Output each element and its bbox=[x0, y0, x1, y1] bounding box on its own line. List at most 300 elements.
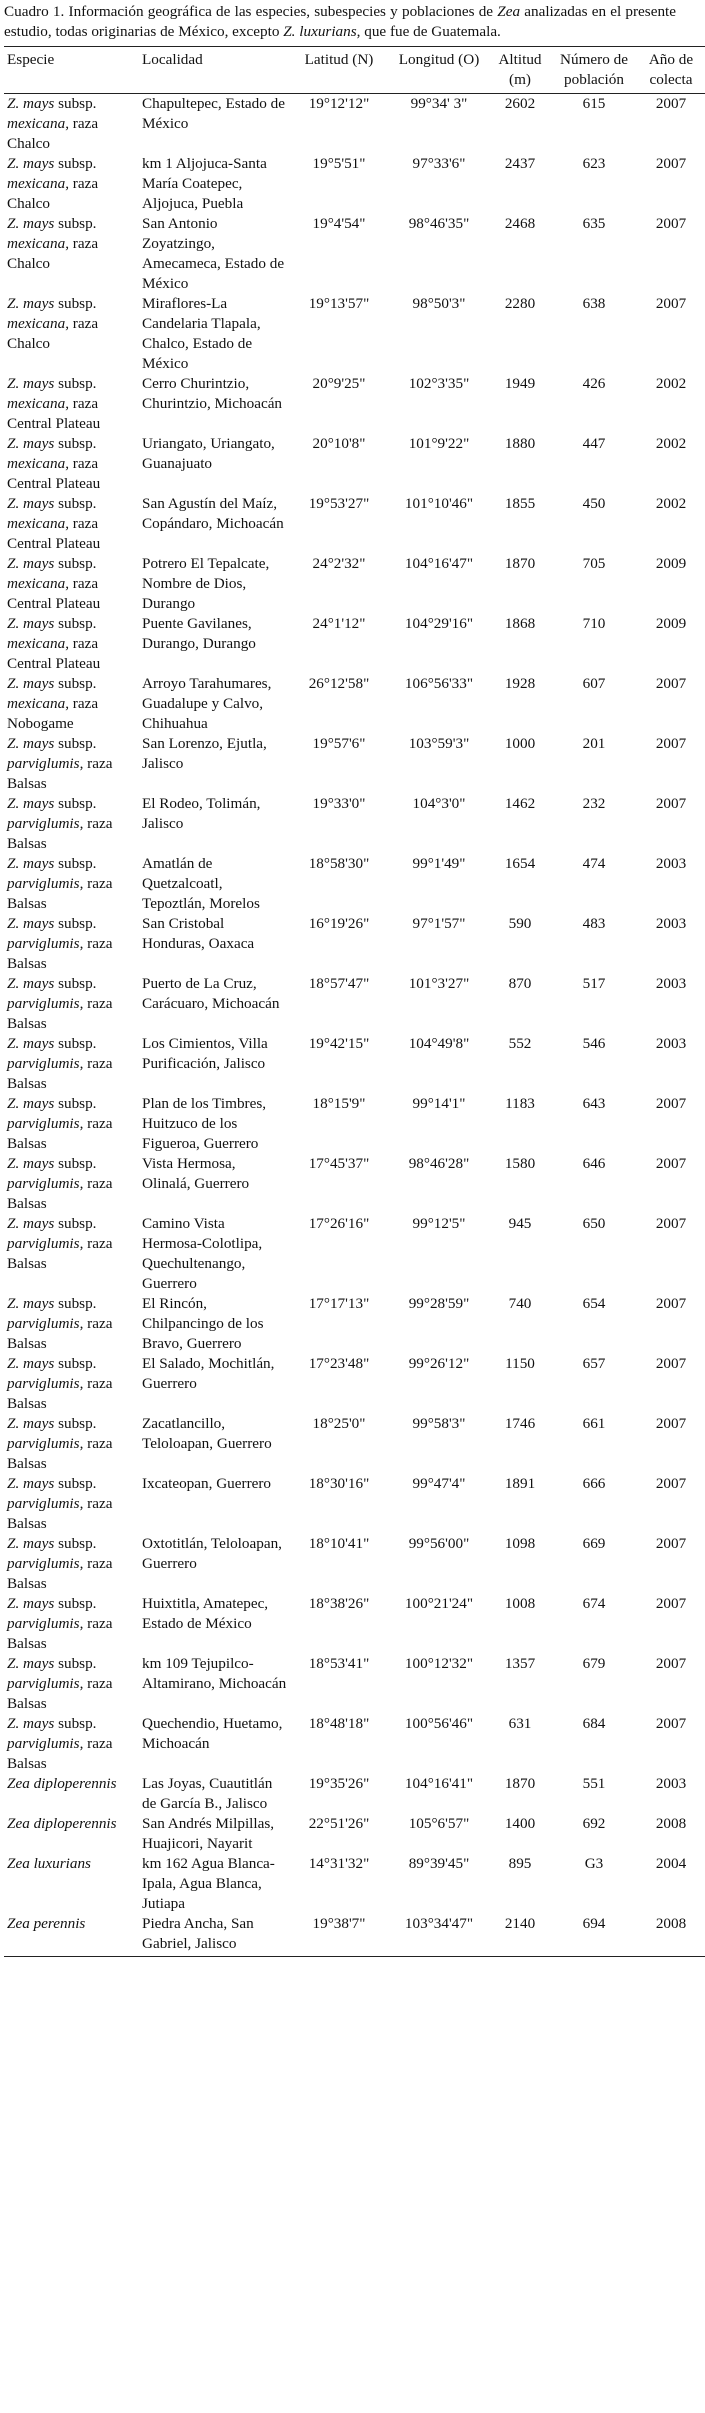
cell-ano: 2007 bbox=[655, 1295, 687, 1312]
cell-poblacion: 635 bbox=[582, 215, 606, 232]
table-row bbox=[4, 734, 705, 794]
species-name-italic: parviglumis bbox=[7, 1375, 80, 1392]
cell-longitud: 101°9'22" bbox=[408, 435, 470, 452]
species-name-italic: parviglumis bbox=[7, 1555, 80, 1572]
cell-longitud: 98°46'35" bbox=[408, 215, 470, 232]
table-caption bbox=[4, 2, 676, 42]
species-name-text: subsp. bbox=[54, 735, 97, 752]
species-name-italic: Z. mays bbox=[7, 215, 55, 232]
cell-longitud: 100°21'24" bbox=[404, 1595, 474, 1612]
cell-longitud: 99°12'5" bbox=[412, 1215, 466, 1232]
species-name-italic: Z. mays bbox=[7, 1535, 55, 1552]
cell-poblacion: 546 bbox=[582, 1035, 606, 1052]
species-name-text: , raza Nobogame bbox=[7, 695, 99, 732]
cell-poblacion: 666 bbox=[582, 1475, 606, 1492]
cell-altitud: 1008 bbox=[504, 1595, 536, 1612]
species-name-italic: Z. mays bbox=[7, 1655, 55, 1672]
cell-longitud: 105°6'57" bbox=[408, 1815, 470, 1832]
species-name-italic: parviglumis bbox=[7, 935, 80, 952]
table-row bbox=[4, 1774, 705, 1814]
cell-altitud: 1183 bbox=[505, 1095, 535, 1112]
cell-poblacion: 679 bbox=[582, 1655, 606, 1672]
data-table bbox=[4, 46, 705, 1957]
species-name-italic: Z. mays bbox=[7, 95, 55, 112]
cell-latitud: 26°12'58" bbox=[308, 675, 370, 692]
cell-localidad: Las Joyas, Cuautitlán de García B., Jalisco bbox=[142, 1775, 273, 1812]
cell-longitud: 99°28'59" bbox=[408, 1295, 470, 1312]
species-name-text: , raza Balsas bbox=[7, 1175, 113, 1212]
species-name-text: subsp. bbox=[54, 1655, 97, 1672]
table-row bbox=[4, 974, 705, 1034]
species-name-italic: parviglumis bbox=[7, 1235, 80, 1252]
species-name-italic: Z. mays bbox=[7, 1035, 55, 1052]
table-row bbox=[4, 674, 705, 734]
species-name-text: , raza Balsas bbox=[7, 1675, 113, 1712]
cell-localidad: Amatlán de Quetzalcoatl, Tepoztlán, Morelos bbox=[142, 855, 260, 912]
cell-poblacion: 710 bbox=[582, 615, 606, 632]
cell-altitud: 631 bbox=[508, 1715, 532, 1732]
species-name-italic: Z. mays bbox=[7, 1415, 55, 1432]
cell-ano: 2008 bbox=[655, 1815, 687, 1832]
cell-especie bbox=[4, 214, 136, 294]
cell-latitud: 18°58'30" bbox=[308, 855, 370, 872]
species-name-text: , raza Balsas bbox=[7, 815, 113, 852]
species-name-italic: parviglumis bbox=[7, 815, 80, 832]
species-name-text: , raza Balsas bbox=[7, 1315, 113, 1352]
cell-ano: 2002 bbox=[655, 375, 687, 392]
table-header-row bbox=[4, 47, 705, 94]
cell-especie bbox=[4, 614, 136, 674]
cell-ano: 2007 bbox=[655, 1415, 687, 1432]
header-longitud: Longitud (O) bbox=[389, 47, 489, 94]
table-row bbox=[4, 1214, 705, 1294]
cell-especie bbox=[4, 434, 136, 494]
cell-poblacion: 483 bbox=[582, 915, 606, 932]
cell-longitud: 99°26'12" bbox=[408, 1355, 470, 1372]
cell-ano: 2002 bbox=[655, 435, 687, 452]
cell-altitud: 2140 bbox=[489, 1914, 551, 1957]
cell-localidad: Uriangato, Uriangato, Guanajuato bbox=[142, 435, 275, 472]
cell-ano: 2003 bbox=[655, 1775, 687, 1792]
cell-localidad: km 162 Agua Blanca-Ipala, Agua Blanca, Jutiapa bbox=[142, 1855, 275, 1912]
species-name-italic: Zea diploperennis bbox=[7, 1815, 117, 1832]
cell-altitud: 1150 bbox=[505, 1355, 535, 1372]
cell-especie bbox=[4, 1654, 136, 1714]
cell-ano: 2007 bbox=[655, 1155, 687, 1172]
caption-text: , que fue de Guatemala. bbox=[356, 23, 501, 40]
cell-latitud: 19°57'6" bbox=[312, 735, 366, 752]
cell-especie bbox=[4, 1854, 136, 1914]
cell-especie bbox=[4, 734, 136, 794]
cell-altitud: 552 bbox=[508, 1035, 532, 1052]
cell-localidad: El Rodeo, Tolimán, Jalisco bbox=[142, 795, 261, 832]
cell-latitud: 19°35'26" bbox=[308, 1775, 370, 1792]
cell-localidad: San Agustín del Maíz, Copándaro, Michoacán bbox=[142, 495, 284, 532]
cell-especie bbox=[4, 674, 136, 734]
species-name-italic: mexicana bbox=[7, 635, 66, 652]
species-name-text: subsp. bbox=[54, 1535, 97, 1552]
table-body bbox=[4, 94, 705, 1957]
cell-ano: 2009 bbox=[655, 615, 687, 632]
caption-text: Cuadro 1. Información geográfica de las especies, subespecies y poblaciones de bbox=[4, 3, 498, 20]
cell-especie bbox=[4, 1294, 136, 1354]
cell-localidad: Vista Hermosa, Olinalá, Guerrero bbox=[142, 1155, 250, 1192]
table-row bbox=[4, 1534, 705, 1594]
cell-localidad: Chapultepec, Estado de México bbox=[142, 95, 285, 132]
species-name-text: subsp. bbox=[54, 295, 97, 312]
species-name-text: , raza Balsas bbox=[7, 1495, 113, 1532]
cell-latitud: 19°33'0" bbox=[312, 795, 366, 812]
species-name-text: subsp. bbox=[54, 1215, 97, 1232]
species-name-italic: parviglumis bbox=[7, 1115, 80, 1132]
cell-ano: 2003 bbox=[655, 1035, 687, 1052]
cell-poblacion: 650 bbox=[582, 1215, 606, 1232]
cell-poblacion: 674 bbox=[582, 1595, 606, 1612]
cell-poblacion: 694 bbox=[551, 1914, 637, 1957]
cell-longitud: 99°34' 3" bbox=[410, 95, 468, 112]
cell-altitud: 2602 bbox=[504, 95, 536, 112]
cell-latitud: 20°10'8" bbox=[312, 435, 366, 452]
species-name-italic: Z. mays bbox=[7, 1095, 55, 1112]
species-name-text: subsp. bbox=[54, 1095, 97, 1112]
cell-poblacion: 426 bbox=[582, 375, 606, 392]
cell-localidad: Piedra Ancha, San Gabriel, Jalisco bbox=[136, 1914, 289, 1957]
cell-especie bbox=[4, 1594, 136, 1654]
header-latitud: Latitud (N) bbox=[289, 47, 389, 94]
cell-poblacion: 517 bbox=[582, 975, 606, 992]
cell-poblacion: 654 bbox=[582, 1295, 606, 1312]
table-row bbox=[4, 1094, 705, 1154]
species-name-italic: mexicana bbox=[7, 515, 66, 532]
cell-especie bbox=[4, 1534, 136, 1594]
species-name-text: subsp. bbox=[54, 215, 97, 232]
species-name-text: , raza Balsas bbox=[7, 935, 113, 972]
cell-especie bbox=[4, 794, 136, 854]
table-row bbox=[4, 374, 705, 434]
cell-poblacion: 638 bbox=[582, 295, 606, 312]
cell-altitud: 870 bbox=[508, 975, 532, 992]
species-name-text: , raza Balsas bbox=[7, 1055, 113, 1092]
species-name-italic: mexicana bbox=[7, 695, 66, 712]
cell-altitud: 1654 bbox=[504, 855, 536, 872]
cell-altitud: 2280 bbox=[504, 295, 536, 312]
cell-localidad: San Andrés Milpillas, Huajicori, Nayarit bbox=[142, 1815, 275, 1852]
cell-altitud: 1870 bbox=[504, 555, 536, 572]
cell-localidad: San Lorenzo, Ejutla, Jalisco bbox=[142, 735, 267, 772]
species-name-text: subsp. bbox=[54, 1715, 97, 1732]
species-name-text: subsp. bbox=[54, 1415, 97, 1432]
table-row bbox=[4, 214, 705, 294]
table-row bbox=[4, 1914, 705, 1957]
species-name-italic: Z. mays bbox=[7, 295, 55, 312]
species-name-italic: mexicana bbox=[7, 175, 66, 192]
cell-latitud: 24°2'32" bbox=[312, 555, 366, 572]
cell-especie bbox=[4, 1474, 136, 1534]
species-name-text: , raza Chalco bbox=[7, 115, 99, 152]
cell-poblacion: 661 bbox=[582, 1415, 606, 1432]
cell-latitud: 19°42'15" bbox=[308, 1035, 370, 1052]
species-name-italic: Z. mays bbox=[7, 975, 55, 992]
species-name-italic: Z. mays bbox=[7, 435, 55, 452]
cell-localidad: km 109 Tejupilco-Altamirano, Michoacán bbox=[142, 1655, 287, 1692]
cell-longitud: 104°16'47" bbox=[404, 555, 474, 572]
cell-poblacion: 615 bbox=[582, 95, 606, 112]
cell-ano: 2002 bbox=[655, 495, 687, 512]
cell-ano: 2003 bbox=[655, 855, 687, 872]
cell-altitud: 1880 bbox=[504, 435, 536, 452]
species-name-text: subsp. bbox=[54, 435, 97, 452]
cell-poblacion: 692 bbox=[582, 1815, 606, 1832]
species-name-text: subsp. bbox=[54, 615, 97, 632]
cell-altitud: 1855 bbox=[504, 495, 536, 512]
species-name-italic: Z. mays bbox=[7, 675, 55, 692]
species-name-italic: Zea perennis bbox=[7, 1915, 86, 1932]
cell-ano: 2003 bbox=[655, 915, 687, 932]
table-row bbox=[4, 1814, 705, 1854]
header-ano: Año de colecta bbox=[637, 47, 705, 94]
cell-longitud: 101°10'46" bbox=[404, 495, 474, 512]
cell-altitud: 2437 bbox=[504, 155, 536, 172]
cell-especie bbox=[4, 1774, 136, 1814]
cell-localidad: Plan de los Timbres, Huitzuco de los Figueroa, Guerrero bbox=[142, 1095, 267, 1152]
cell-ano: 2007 bbox=[655, 1655, 687, 1672]
cell-longitud: 98°50'3" bbox=[412, 295, 466, 312]
header-altitud: Altitud (m) bbox=[489, 47, 551, 94]
cell-localidad: Arroyo Tarahumares, Guadalupe y Calvo, Chihuahua bbox=[142, 675, 272, 732]
species-name-italic: Z. mays bbox=[7, 735, 55, 752]
species-name-text: subsp. bbox=[54, 1155, 97, 1172]
header-poblacion: Número de población bbox=[551, 47, 637, 94]
species-name-italic: parviglumis bbox=[7, 875, 80, 892]
cell-longitud: 106°56'33" bbox=[404, 675, 474, 692]
species-name-text: , raza Central Plateau bbox=[7, 575, 101, 612]
species-name-text: , raza Chalco bbox=[7, 175, 99, 212]
cell-ano: 2007 bbox=[655, 1095, 687, 1112]
species-name-text: subsp. bbox=[54, 95, 97, 112]
table-row bbox=[4, 794, 705, 854]
caption-species: Z. luxurians bbox=[283, 23, 357, 40]
species-name-italic: parviglumis bbox=[7, 755, 80, 772]
species-name-text: , raza Balsas bbox=[7, 995, 113, 1032]
cell-altitud: 1580 bbox=[504, 1155, 536, 1172]
cell-especie bbox=[4, 854, 136, 914]
cell-localidad: Miraflores-La Candelaria Tlapala, Chalco, Estado de México bbox=[142, 295, 261, 372]
cell-longitud: 99°1'49" bbox=[412, 855, 466, 872]
table-row bbox=[4, 294, 705, 374]
cell-longitud: 104°3'0" bbox=[412, 795, 466, 812]
species-name-italic: Z. mays bbox=[7, 615, 55, 632]
species-name-text: subsp. bbox=[54, 1475, 97, 1492]
species-name-italic: mexicana bbox=[7, 235, 66, 252]
species-name-text: subsp. bbox=[54, 675, 97, 692]
cell-altitud: 1868 bbox=[504, 615, 536, 632]
cell-longitud: 97°33'6" bbox=[412, 155, 466, 172]
species-name-text: , raza Balsas bbox=[7, 755, 113, 792]
cell-especie bbox=[4, 974, 136, 1034]
cell-especie bbox=[4, 914, 136, 974]
species-name-italic: Z. mays bbox=[7, 155, 55, 172]
species-name-text: , raza Balsas bbox=[7, 1115, 113, 1152]
cell-ano: 2007 bbox=[655, 675, 687, 692]
cell-longitud: 98°46'28" bbox=[408, 1155, 470, 1172]
cell-ano: 2007 bbox=[655, 215, 687, 232]
cell-latitud: 19°53'27" bbox=[308, 495, 370, 512]
species-name-italic: parviglumis bbox=[7, 1735, 80, 1752]
cell-localidad: Oxtotitlán, Teloloapan, Guerrero bbox=[142, 1535, 282, 1572]
cell-altitud: 1462 bbox=[504, 795, 536, 812]
cell-especie bbox=[4, 1714, 136, 1774]
cell-latitud: 14°31'32" bbox=[308, 1855, 370, 1872]
cell-latitud: 19°4'54" bbox=[312, 215, 366, 232]
cell-altitud: 1400 bbox=[504, 1815, 536, 1832]
cell-ano: 2007 bbox=[655, 1595, 687, 1612]
cell-longitud: 89°39'45" bbox=[408, 1855, 470, 1872]
species-name-italic: mexicana bbox=[7, 395, 66, 412]
caption-genus: Zea bbox=[497, 3, 521, 20]
cell-especie bbox=[4, 1354, 136, 1414]
species-name-text: , raza Balsas bbox=[7, 1555, 113, 1592]
cell-poblacion: 657 bbox=[582, 1355, 606, 1372]
cell-latitud: 16°19'26" bbox=[308, 915, 370, 932]
cell-longitud: 103°34'47" bbox=[389, 1914, 489, 1957]
cell-latitud: 17°17'13" bbox=[308, 1295, 370, 1312]
cell-latitud: 18°25'0" bbox=[312, 1415, 366, 1432]
cell-especie bbox=[4, 1814, 136, 1854]
cell-latitud: 24°1'12" bbox=[312, 615, 366, 632]
cell-especie bbox=[4, 1094, 136, 1154]
table-row bbox=[4, 434, 705, 494]
species-name-italic: mexicana bbox=[7, 315, 66, 332]
cell-latitud: 19°38'7" bbox=[289, 1914, 389, 1957]
cell-longitud: 100°12'32" bbox=[404, 1655, 474, 1672]
species-name-italic: Z. mays bbox=[7, 1215, 55, 1232]
cell-altitud: 590 bbox=[508, 915, 532, 932]
species-name-text: subsp. bbox=[54, 375, 97, 392]
species-name-italic: parviglumis bbox=[7, 1615, 80, 1632]
cell-localidad: Cerro Churintzio, Churintzio, Michoacán bbox=[142, 375, 283, 412]
header-especie: Especie bbox=[4, 47, 136, 94]
species-name-italic: Zea luxurians bbox=[7, 1855, 91, 1872]
cell-longitud: 100°56'46" bbox=[404, 1715, 474, 1732]
cell-ano: 2007 bbox=[655, 95, 687, 112]
species-name-italic: parviglumis bbox=[7, 1495, 80, 1512]
cell-especie bbox=[4, 94, 136, 155]
cell-ano: 2007 bbox=[655, 295, 687, 312]
cell-altitud: 1746 bbox=[504, 1415, 536, 1432]
table-row bbox=[4, 1034, 705, 1094]
species-name-text: , raza Chalco bbox=[7, 315, 99, 352]
species-name-italic: Z. mays bbox=[7, 1295, 55, 1312]
species-name-text: , raza Central Plateau bbox=[7, 455, 101, 492]
species-name-text: , raza Balsas bbox=[7, 1615, 113, 1652]
species-name-italic: parviglumis bbox=[7, 1675, 80, 1692]
species-name-text: subsp. bbox=[54, 855, 97, 872]
species-name-text: subsp. bbox=[54, 915, 97, 932]
cell-poblacion: 684 bbox=[582, 1715, 606, 1732]
cell-poblacion: 450 bbox=[582, 495, 606, 512]
species-name-text: subsp. bbox=[54, 1035, 97, 1052]
cell-latitud: 22°51'26" bbox=[308, 1815, 370, 1832]
cell-localidad: El Salado, Mochitlán, Guerrero bbox=[142, 1355, 275, 1392]
header-localidad: Localidad bbox=[136, 47, 289, 94]
species-name-italic: parviglumis bbox=[7, 1435, 80, 1452]
species-name-italic: Z. mays bbox=[7, 495, 55, 512]
species-name-italic: Z. mays bbox=[7, 555, 55, 572]
cell-longitud: 99°56'00" bbox=[408, 1535, 470, 1552]
species-name-text: , raza Balsas bbox=[7, 1235, 113, 1272]
cell-altitud: 1000 bbox=[504, 735, 536, 752]
cell-longitud: 99°47'4" bbox=[412, 1475, 466, 1492]
cell-poblacion: 646 bbox=[582, 1155, 606, 1172]
cell-poblacion: 232 bbox=[582, 795, 606, 812]
cell-especie bbox=[4, 554, 136, 614]
species-name-text: , raza Chalco bbox=[7, 235, 99, 272]
cell-ano: 2007 bbox=[655, 1355, 687, 1372]
table-row bbox=[4, 1414, 705, 1474]
cell-ano: 2007 bbox=[655, 155, 687, 172]
species-name-italic: Z. mays bbox=[7, 1355, 55, 1372]
table-row bbox=[4, 1854, 705, 1914]
cell-especie bbox=[4, 1034, 136, 1094]
cell-ano: 2007 bbox=[655, 1215, 687, 1232]
cell-especie bbox=[4, 1154, 136, 1214]
cell-localidad: San Antonio Zoyatzingo, Amecameca, Estado de México bbox=[142, 215, 285, 292]
table-row bbox=[4, 1294, 705, 1354]
table-row bbox=[4, 554, 705, 614]
cell-longitud: 104°16'41" bbox=[404, 1775, 474, 1792]
cell-latitud: 17°23'48" bbox=[308, 1355, 370, 1372]
table-row bbox=[4, 1654, 705, 1714]
cell-especie bbox=[4, 494, 136, 554]
species-name-italic: Zea diploperennis bbox=[7, 1775, 117, 1792]
cell-longitud: 99°58'3" bbox=[412, 1415, 466, 1432]
cell-ano: 2009 bbox=[655, 555, 687, 572]
cell-localidad: El Rincón, Chilpancingo de los Bravo, Guerrero bbox=[142, 1295, 264, 1352]
cell-poblacion: 705 bbox=[582, 555, 606, 572]
table-row bbox=[4, 914, 705, 974]
table-row bbox=[4, 1154, 705, 1214]
cell-localidad: Quechendio, Huetamo, Michoacán bbox=[142, 1715, 283, 1752]
species-name-italic: Z. mays bbox=[7, 1595, 55, 1612]
cell-localidad: Ixcateopan, Guerrero bbox=[142, 1475, 272, 1492]
cell-ano: 2003 bbox=[655, 975, 687, 992]
species-name-italic: Z. mays bbox=[7, 1475, 55, 1492]
species-name-text: subsp. bbox=[54, 975, 97, 992]
cell-latitud: 17°26'16" bbox=[308, 1215, 370, 1232]
table-row bbox=[4, 494, 705, 554]
cell-latitud: 18°15'9" bbox=[312, 1095, 366, 1112]
species-name-italic: Z. mays bbox=[7, 1715, 55, 1732]
cell-ano: 2007 bbox=[655, 1715, 687, 1732]
species-name-italic: Z. mays bbox=[7, 855, 55, 872]
table-row bbox=[4, 94, 705, 155]
species-name-text: subsp. bbox=[54, 1595, 97, 1612]
table-row bbox=[4, 614, 705, 674]
cell-poblacion: 669 bbox=[582, 1535, 606, 1552]
species-name-text: subsp. bbox=[54, 1295, 97, 1312]
cell-especie bbox=[4, 154, 136, 214]
cell-latitud: 18°38'26" bbox=[308, 1595, 370, 1612]
cell-ano: 2004 bbox=[655, 1855, 687, 1872]
table-row bbox=[4, 1354, 705, 1414]
cell-localidad: Huixtitla, Amatepec, Estado de México bbox=[142, 1595, 269, 1632]
species-name-text: subsp. bbox=[54, 495, 97, 512]
cell-latitud: 18°30'16" bbox=[308, 1475, 370, 1492]
cell-altitud: 1928 bbox=[504, 675, 536, 692]
cell-especie bbox=[4, 1414, 136, 1474]
cell-poblacion: 447 bbox=[582, 435, 606, 452]
cell-especie bbox=[4, 374, 136, 434]
